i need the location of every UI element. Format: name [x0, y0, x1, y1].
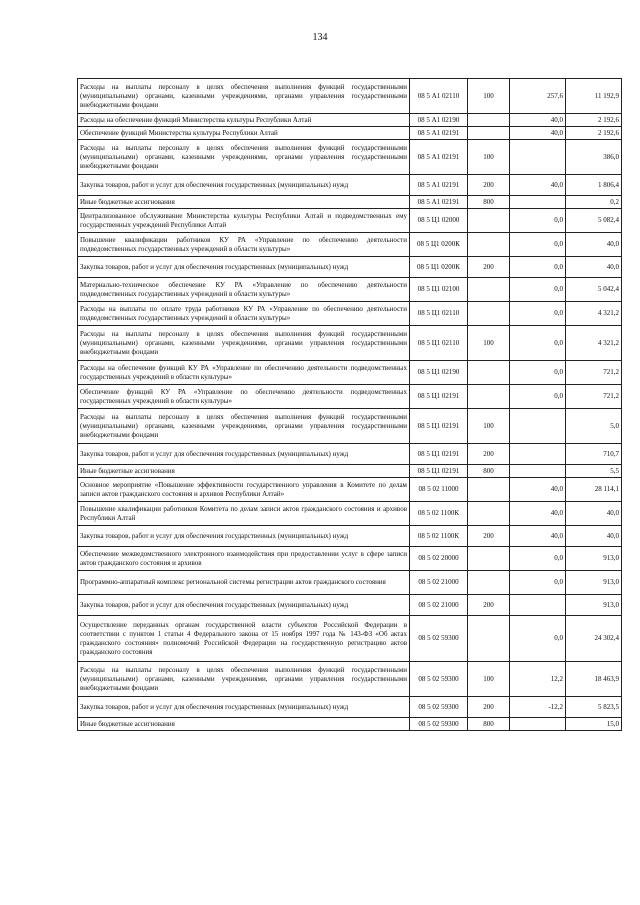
- change-amount: 0,0: [510, 233, 566, 257]
- row-name: Обеспечение межведомственного электронного взаимодействия при предоставлении услуг в сфере записи актов гражданского состояния и архивов: [78, 547, 410, 571]
- total-amount: 913,0: [566, 547, 622, 571]
- total-amount: 710,7: [566, 444, 622, 465]
- row-name: Программно-аппаратный комплекс региональной системы регистрации актов гражданского состояния: [78, 571, 410, 595]
- change-amount: 0,0: [510, 326, 566, 361]
- table-row: [78, 697, 622, 718]
- row-name: Расходы на выплаты персоналу в целях обеспечения выполнения функций государственными (муниципальными) органами, казенными учреждениями, органами управления государственными внебюджетными фондами: [78, 662, 410, 697]
- target-article-code: 08 5 02 20000: [410, 547, 468, 571]
- table-row: [78, 209, 622, 233]
- expense-type-code: 100: [468, 79, 510, 114]
- table-row: [78, 196, 622, 209]
- total-amount: 5,5: [566, 465, 622, 478]
- expense-type-code: 200: [468, 257, 510, 278]
- expense-type-code: [468, 478, 510, 502]
- total-amount: 5 823,5: [566, 697, 622, 718]
- target-article-code: 08 5 А1 02191: [410, 175, 468, 196]
- row-name: Материально-техническое обеспечение КУ РА «Управление по обеспечению деятельности подведомственных государственных учреждений в области культуры»: [78, 278, 410, 302]
- target-article-code: 08 5 Ц1 02110: [410, 326, 468, 361]
- total-amount: 40,0: [566, 257, 622, 278]
- table-row: [78, 502, 622, 526]
- change-amount: 0,0: [510, 385, 566, 409]
- row-name: Обеспечение функций КУ РА «Управление по обеспечению деятельности подведомственных государственных учреждений в области культуры»: [78, 385, 410, 409]
- table-row: [78, 302, 622, 326]
- row-name: Расходы на выплаты персоналу в целях обеспечения выполнения функций государственными (муниципальными) органами, казенными учреждениями, органами управления государственными внебюджетными фондами: [78, 409, 410, 444]
- expense-type-code: 200: [468, 595, 510, 616]
- target-article-code: 08 5 А1 02191: [410, 140, 468, 175]
- expense-type-code: [468, 127, 510, 140]
- total-amount: 5 042,4: [566, 278, 622, 302]
- total-amount: 40,0: [566, 502, 622, 526]
- table-row: [78, 127, 622, 140]
- change-amount: 257,6: [510, 79, 566, 114]
- total-amount: 1 806,4: [566, 175, 622, 196]
- total-amount: 15,0: [566, 718, 622, 731]
- total-amount: 40,0: [566, 233, 622, 257]
- table-row: [78, 79, 622, 114]
- target-article-code: 08 5 А1 02191: [410, 127, 468, 140]
- row-name: Повышение квалификации работников КУ РА «Управление по обеспечению деятельности подведомственных государственных учреждений в области культуры»: [78, 233, 410, 257]
- change-amount: 0,0: [510, 302, 566, 326]
- row-name: Осуществление переданных органам государственной власти субъектов Российской Федерации в соответствии с пунктом 1 статьи 4 Федерального закона от 15 ноября 1997 года № 143-ФЗ «Об актах гражданского состояния» полномочий Российской Федерации на государственную регистрацию актов гражданского состояния: [78, 616, 410, 662]
- change-amount: 40,0: [510, 526, 566, 547]
- table-row: [78, 478, 622, 502]
- expense-type-code: 200: [468, 175, 510, 196]
- change-amount: [510, 409, 566, 444]
- target-article-code: 08 5 02 59300: [410, 718, 468, 731]
- row-name: Расходы на обеспечение функций КУ РА «Управление по обеспечению деятельности подведомственных государственных учреждений в области культуры»: [78, 361, 410, 385]
- table-row: [78, 257, 622, 278]
- expense-type-code: [468, 278, 510, 302]
- budget-table: [77, 78, 622, 731]
- target-article-code: 08 5 02 1100К: [410, 526, 468, 547]
- change-amount: 0,0: [510, 361, 566, 385]
- expense-type-code: 100: [468, 140, 510, 175]
- row-name: Повышение квалификации работников Комитета по делам записи актов гражданского состояния и архивов Республики Алтай: [78, 502, 410, 526]
- expense-type-code: [468, 385, 510, 409]
- table-row: [78, 616, 622, 662]
- total-amount: 24 302,4: [566, 616, 622, 662]
- target-article-code: 08 5 Ц1 02190: [410, 361, 468, 385]
- change-amount: 12,2: [510, 662, 566, 697]
- change-amount: [510, 595, 566, 616]
- target-article-code: 08 5 Ц1 02100: [410, 278, 468, 302]
- expense-type-code: 800: [468, 718, 510, 731]
- target-article-code: 08 5 Ц1 0200К: [410, 233, 468, 257]
- expense-type-code: 100: [468, 326, 510, 361]
- table-row: [78, 595, 622, 616]
- target-article-code: 08 5 02 11000: [410, 478, 468, 502]
- row-name: Закупка товаров, работ и услуг для обеспечения государственных (муниципальных) нужд: [78, 444, 410, 465]
- total-amount: 5 082,4: [566, 209, 622, 233]
- change-amount: [510, 444, 566, 465]
- row-name: Закупка товаров, работ и услуг для обеспечения государственных (муниципальных) нужд: [78, 595, 410, 616]
- total-amount: 4 321,2: [566, 326, 622, 361]
- total-amount: 18 463,9: [566, 662, 622, 697]
- total-amount: 386,0: [566, 140, 622, 175]
- target-article-code: 08 5 Ц1 02000: [410, 209, 468, 233]
- row-name: Иные бюджетные ассигнования: [78, 718, 410, 731]
- target-article-code: 08 5 Ц1 02110: [410, 302, 468, 326]
- table-row: [78, 444, 622, 465]
- total-amount: 721,2: [566, 385, 622, 409]
- expense-type-code: [468, 571, 510, 595]
- target-article-code: 08 5 Ц1 02191: [410, 385, 468, 409]
- change-amount: [510, 465, 566, 478]
- target-article-code: 08 5 Ц1 02191: [410, 409, 468, 444]
- target-article-code: 08 5 02 59300: [410, 697, 468, 718]
- change-amount: 40,0: [510, 175, 566, 196]
- table-row: [78, 718, 622, 731]
- change-amount: [510, 196, 566, 209]
- target-article-code: 08 5 Ц1 02191: [410, 444, 468, 465]
- target-article-code: 08 5 02 1100К: [410, 502, 468, 526]
- target-article-code: 08 5 А1 02191: [410, 196, 468, 209]
- row-name: Закупка товаров, работ и услуг для обеспечения государственных (муниципальных) нужд: [78, 175, 410, 196]
- table-row: [78, 278, 622, 302]
- change-amount: 40,0: [510, 502, 566, 526]
- change-amount: -12,2: [510, 697, 566, 718]
- expense-type-code: [468, 114, 510, 127]
- row-name: Основное мероприятие «Повышение эффективности государственного управления в Комитете по делам записи актов гражданского состояния и архивов Республики Алтай»: [78, 478, 410, 502]
- table-row: [78, 662, 622, 697]
- change-amount: 0,0: [510, 616, 566, 662]
- target-article-code: 08 5 02 59300: [410, 662, 468, 697]
- row-name: Иные бюджетные ассигнования: [78, 196, 410, 209]
- change-amount: [510, 718, 566, 731]
- total-amount: 2 192,6: [566, 127, 622, 140]
- total-amount: 721,2: [566, 361, 622, 385]
- row-name: Расходы на выплаты персоналу в целях обеспечения выполнения функций государственными (муниципальными) органами, казенными учреждениями, органами управления государственными внебюджетными фондами: [78, 140, 410, 175]
- target-article-code: 08 5 02 21000: [410, 595, 468, 616]
- expense-type-code: 200: [468, 697, 510, 718]
- table-row: [78, 175, 622, 196]
- row-name: Закупка товаров, работ и услуг для обеспечения государственных (муниципальных) нужд: [78, 697, 410, 718]
- table-row: [78, 326, 622, 361]
- target-article-code: 08 5 А1 02190: [410, 114, 468, 127]
- total-amount: 913,0: [566, 595, 622, 616]
- expense-type-code: 800: [468, 196, 510, 209]
- row-name: Централизованное обслуживание Министерства культуры Республики Алтай и подведомственных ему государственных учреждений Республики Алтай: [78, 209, 410, 233]
- row-name: Закупка товаров, работ и услуг для обеспечения государственных (муниципальных) нужд: [78, 257, 410, 278]
- change-amount: 40,0: [510, 114, 566, 127]
- expense-type-code: [468, 209, 510, 233]
- total-amount: 913,0: [566, 571, 622, 595]
- expense-type-code: [468, 302, 510, 326]
- total-amount: 0,2: [566, 196, 622, 209]
- change-amount: 0,0: [510, 547, 566, 571]
- target-article-code: 08 5 А1 02110: [410, 79, 468, 114]
- total-amount: 5,0: [566, 409, 622, 444]
- total-amount: 28 114,1: [566, 478, 622, 502]
- table-row: [78, 385, 622, 409]
- expense-type-code: 200: [468, 444, 510, 465]
- expense-type-code: [468, 502, 510, 526]
- total-amount: 40,0: [566, 526, 622, 547]
- total-amount: 2 192,6: [566, 114, 622, 127]
- expense-type-code: [468, 233, 510, 257]
- change-amount: 0,0: [510, 278, 566, 302]
- table-row: [78, 361, 622, 385]
- table-row: [78, 114, 622, 127]
- row-name: Расходы на выплаты по оплате труда работников КУ РА «Управление по обеспечению деятельности подведомственных государственных учреждений в области культуры»: [78, 302, 410, 326]
- expense-type-code: 800: [468, 465, 510, 478]
- table-row: [78, 526, 622, 547]
- row-name: Расходы на выплаты персоналу в целях обеспечения выполнения функций государственными (муниципальными) органами, казенными учреждениями, органами управления государственными внебюджетными фондами: [78, 79, 410, 114]
- table-row: [78, 465, 622, 478]
- expense-type-code: 100: [468, 662, 510, 697]
- page-number: 134: [312, 32, 328, 43]
- change-amount: 0,0: [510, 257, 566, 278]
- table-row: [78, 233, 622, 257]
- expense-type-code: 200: [468, 526, 510, 547]
- change-amount: 0,0: [510, 209, 566, 233]
- expense-type-code: 100: [468, 409, 510, 444]
- change-amount: [510, 140, 566, 175]
- row-name: Обеспечение функций Министерства культуры Республики Алтай: [78, 127, 410, 140]
- table-row: [78, 409, 622, 444]
- target-article-code: 08 5 Ц1 02191: [410, 465, 468, 478]
- target-article-code: 08 5 02 21000: [410, 571, 468, 595]
- expense-type-code: [468, 361, 510, 385]
- table-row: [78, 571, 622, 595]
- change-amount: 0,0: [510, 571, 566, 595]
- budget-table-body: [78, 79, 622, 731]
- row-name: Расходы на обеспечение функций Министерства культуры Республики Алтай: [78, 114, 410, 127]
- change-amount: 40,0: [510, 478, 566, 502]
- target-article-code: 08 5 02 59300: [410, 616, 468, 662]
- total-amount: 11 192,9: [566, 79, 622, 114]
- table-row: [78, 140, 622, 175]
- expense-type-code: [468, 547, 510, 571]
- expense-type-code: [468, 616, 510, 662]
- target-article-code: 08 5 Ц1 0200К: [410, 257, 468, 278]
- table-row: [78, 547, 622, 571]
- row-name: Расходы на выплаты персоналу в целях обеспечения выполнения функций государственными (муниципальными) органами, казенными учреждениями, органами управления государственными внебюджетными фондами: [78, 326, 410, 361]
- change-amount: 40,0: [510, 127, 566, 140]
- total-amount: 4 321,2: [566, 302, 622, 326]
- row-name: Иные бюджетные ассигнования: [78, 465, 410, 478]
- row-name: Закупка товаров, работ и услуг для обеспечения государственных (муниципальных) нужд: [78, 526, 410, 547]
